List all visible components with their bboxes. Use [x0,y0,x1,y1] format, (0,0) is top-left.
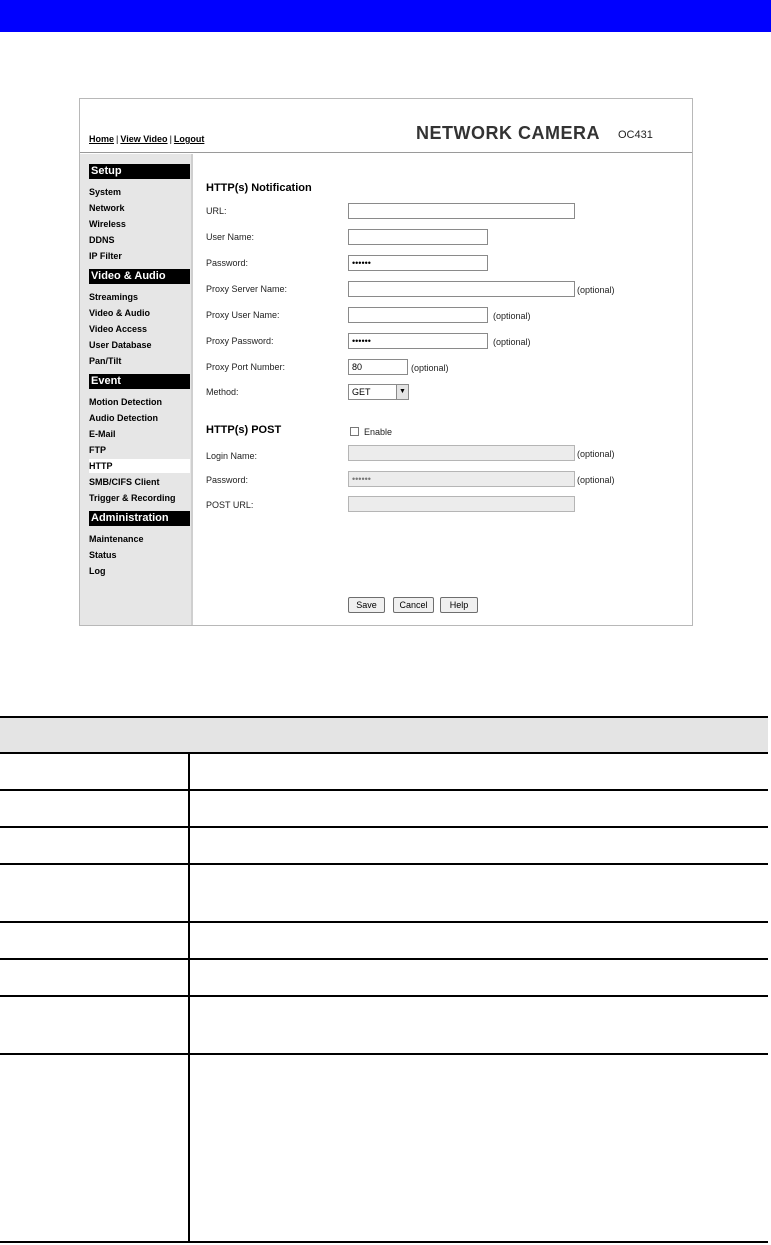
sidebar-item-audio-detection[interactable]: Audio Detection [89,413,158,423]
sidebar-item-streamings[interactable]: Streamings [89,292,139,302]
table-cell-description [192,754,768,789]
description-table [0,716,768,1243]
save-button[interactable]: Save [348,597,385,613]
enable-post-label: Enable [364,427,393,437]
table-cell-label [0,791,190,826]
brand-title: NETWORK CAMERA [416,123,600,143]
table-row [0,865,768,923]
notification-section-title: HTTP(s) Notification [206,182,312,194]
table-cell-label [0,754,190,789]
url-label: URL: [206,206,227,216]
table-row [0,754,768,791]
sidebar-item-log[interactable]: Log [89,566,106,576]
post-password-label: Password: [206,475,249,485]
proxy-port-input[interactable] [348,359,408,375]
table-cell-description [192,828,768,863]
sidebar-heading-setup: Setup [89,164,190,179]
sidebar-item-email[interactable]: E-Mail [89,429,116,439]
proxy-server-input[interactable] [348,281,575,297]
proxy-port-label: Proxy Port Number: [206,362,286,372]
sidebar-item-video-access[interactable]: Video Access [89,324,148,334]
sidebar-heading-video-audio: Video & Audio [89,269,190,284]
table-cell-label [0,997,190,1053]
table-row [0,960,768,997]
table-row [0,828,768,865]
sidebar-item-user-database[interactable]: User Database [89,340,152,350]
sidebar-heading-event: Event [89,374,190,389]
table-cell-label [0,1055,190,1241]
http-settings-form [195,154,692,625]
sidebar-menu [80,154,193,625]
login-name-optional-note: (optional) [577,449,615,459]
sidebar-item-video-audio[interactable]: Video & Audio [89,308,151,318]
proxy-password-label: Proxy Password: [206,336,274,346]
proxy-user-input[interactable] [348,307,488,323]
sidebar-item-ip-filter[interactable]: IP Filter [89,251,122,261]
nav-separator: | [116,134,119,144]
password-input[interactable] [348,255,488,271]
sidebar-heading-administration: Administration [89,511,190,526]
sidebar-item-motion-detection[interactable]: Motion Detection [89,397,162,407]
table-cell-label [0,828,190,863]
table-row [0,1055,768,1243]
camera-web-ui-screenshot [79,98,693,626]
table-cell-label [0,923,190,958]
table-row [0,791,768,828]
sidebar-item-system[interactable]: System [89,187,122,197]
enable-post-checkbox[interactable] [350,427,359,436]
login-name-label: Login Name: [206,451,258,461]
post-password-optional-note: (optional) [577,475,615,485]
proxy-password-input[interactable] [348,333,488,349]
login-name-input[interactable] [348,445,575,461]
sidebar-item-http[interactable]: HTTP [89,459,190,473]
camera-header [80,99,692,153]
nav-separator: | [169,134,172,144]
post-url-label: POST URL: [206,500,254,510]
user-name-label: User Name: [206,232,255,242]
table-row [0,997,768,1055]
table-cell-description [192,923,768,958]
sidebar-item-wireless[interactable]: Wireless [89,219,126,229]
table-cell-description [192,865,768,921]
post-password-input[interactable] [348,471,575,487]
top-color-bar [0,0,771,32]
model-number: OC431 [618,129,653,141]
help-button[interactable]: Help [440,597,478,613]
table-cell-description [192,791,768,826]
sidebar-item-status[interactable]: Status [89,550,117,560]
method-label: Method: [206,387,239,397]
table-row [0,923,768,960]
post-section-title: HTTP(s) POST [206,424,282,436]
logout-link[interactable]: Logout [173,134,205,144]
sidebar-item-pan-tilt[interactable]: Pan/Tilt [89,356,122,366]
table-cell-description [192,1055,768,1241]
table-cell-label [0,865,190,921]
header-nav [89,134,204,144]
method-selected-value: GET [352,387,371,397]
sidebar-item-trigger-recording[interactable]: Trigger & Recording [89,493,176,503]
proxy-server-optional-note: (optional) [577,285,615,295]
post-url-input[interactable] [348,496,575,512]
sidebar-item-ddns[interactable]: DDNS [89,235,115,245]
proxy-user-optional-note: (optional) [493,311,531,321]
table-cell-label [0,960,190,995]
home-link[interactable]: Home [89,134,115,144]
sidebar-item-network[interactable]: Network [89,203,125,213]
proxy-port-optional-note: (optional) [411,363,449,373]
sidebar-item-maintenance[interactable]: Maintenance [89,534,144,544]
proxy-user-label: Proxy User Name: [206,310,280,320]
url-input[interactable] [348,203,575,219]
cancel-button[interactable]: Cancel [393,597,434,613]
proxy-server-label: Proxy Server Name: [206,284,288,294]
user-name-input[interactable] [348,229,488,245]
sidebar-item-ftp[interactable]: FTP [89,445,106,455]
sidebar-item-smb-cifs-client[interactable]: SMB/CIFS Client [89,477,160,487]
password-label: Password: [206,258,249,268]
table-cell-description [192,960,768,995]
table-cell-description [192,997,768,1053]
table-header-row [0,718,768,754]
chevron-down-icon[interactable]: ▼ [396,385,408,399]
view-video-link[interactable]: View Video [120,134,168,144]
method-select[interactable] [348,384,409,400]
proxy-password-optional-note: (optional) [493,337,531,347]
